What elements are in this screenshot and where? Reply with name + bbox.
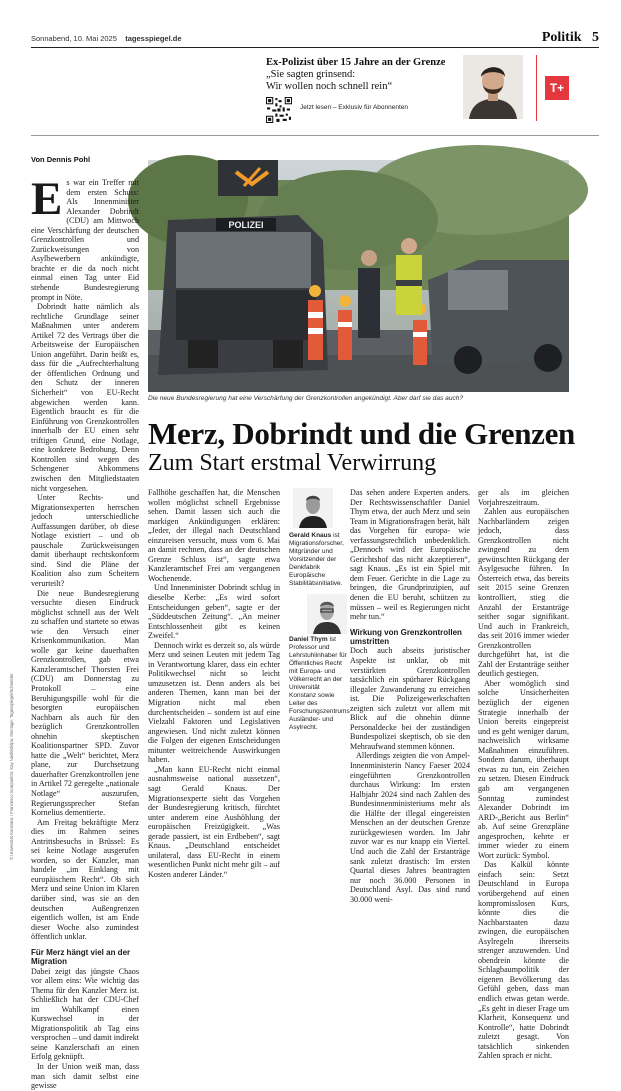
paragraph: Doch auch abseits juristischer Aspekte ist unklar, ob mit verstärkten Grenzkontrollen tatsächlich ein spürbarer Rückgang illegaler Zuwanderung zu erreichen ist. Die Polizeigewerkschaften zeigten sich zuletzt vor allem mit Blick auf die ohnehin dünne Personaldecke bei der zuständigen Bundespolizei skeptisch, ob sie den Mehraufwand stemmen können. xyxy=(350,646,470,751)
teaser-rule xyxy=(31,135,599,136)
drop-cap: E xyxy=(31,173,63,225)
paragraph: In der Union weiß man, dass man sich damit selbst eine gewisse xyxy=(31,1062,139,1091)
header-rule xyxy=(31,47,599,48)
expert-bio: ist Migrationsforscher, Mitgründer und Vorsitzender der Denkfabrik Europäische Stabilitätsinitiative. xyxy=(289,532,344,587)
expert-bio: ist Professor und Lehrstuhlinhaber für Öffentliches Recht mit Europa- und Völkerrecht an der Universität Konstanz sowie Leiter des Forschungszentrums Ausländer- und Asylrecht. xyxy=(289,636,350,731)
paragraph: Das Kalkül könnte einfach sein: Setzt Deutschland in Europa vorübergehend auf einen kompromisslosen Kurs, könnte dies die Nachbarstaaten dazu zwingen, die europäischen Asylregeln ihrerseits strenger anzuwenden. Und obendrein könnte die Schlagbaumpolitik der eigenen Bevölkerung das Gefühl geben, dass man endlich etwas getan werde. „Es geht in dieser Frage um Klarheit, Konsequenz und Kontrolle“, hatte Dobrindt zuletzt gesagt. Von tatsächlich sinkenden Zahlen sprach er nicht. xyxy=(478,860,569,1061)
teaser-quote[interactable] xyxy=(266,69,456,93)
issue-date: Sonnabend, 10. Mai 2025 xyxy=(31,34,117,43)
paragraph: Es war ein Treffer mit dem ersten Schuss: Als Innenminister Alexander Dobrindt (CDU) am Mittwoch eine Verschärfung der deutschen Grenzkontrollen und Zurückweisungen von Asylbewerbern ankündigte, brachte er die da noch nicht einmal einen Tag unter Eid stehende Bundesregierung prompt in Nöte. xyxy=(31,173,139,302)
paragraph: Am Freitag bekräftigte Merz dies im Rahmen seines Antrittsbesuchs in Brüssel: Es sei keine Notlage ausgerufen worden, so der Kanzler, man handele „im Einklang mit europäischem Recht“. Ob sich Merz und seine Union im Klaren darüber sind, was sie an den deutschen Außengrenzen eigentlich wollen, ist am Ende dieser Woche also zumindest öffentlich unklar. xyxy=(31,817,139,942)
photo-credits: © Universität Konstanz / Francesco Scarpa/ESI; Kay Nietfeld/dpa; Montage: Tagesspiegel/Schneider xyxy=(9,673,14,860)
photo-caption: Die neue Bundesregierung hat eine Verschärfung der Grenzkontrollen angekündigt. Aber darf sie das auch? xyxy=(148,395,464,402)
paragraph: Unter Rechts- und Migrationsexperten herrschen jedoch unterschiedliche Auffassungen darüber, ob diese Notlage existiert – und ob pauschale Zurückweisungen damit überhaupt rechtskonform sind. Sind die Pläne der Koalition also zum Scheitern verurteilt? xyxy=(31,493,139,588)
expert-name: Daniel Thym xyxy=(289,636,328,643)
page-header-meta xyxy=(31,34,182,43)
lead-photo xyxy=(148,160,569,392)
expert-box-knaus xyxy=(289,532,345,588)
teaser-link[interactable]: Jetzt lesen – Exklusiv für Abonnenten xyxy=(300,104,409,111)
paragraph: Das sehen andere Experten anders. Der Rechtswissenschaftler Daniel Thym etwa, der auch Merz und sein Team in Migrationsfragen berät, hält das Vorgehen für europa- wie verfassungsrechtlich unbedenklich. „Dennoch wird der Europäische Gerichtshof das nicht akzeptieren“, sagt Knaus. „Es ist ein Spiel mit dem Feuer. Gerichte in die Lage zu bringen, die Grundprinzipien, auf denen die EU beruht, schützen zu müssen – weil es Regierungen nicht mehr tun.“ xyxy=(350,488,470,622)
paragraph: Die neue Bundesregierung versuchte diesen Eindruck möglichst schnell aus der Welt zu schaffen und startete so etwas wie den Versuch einer Krisenkommunikation. Man wolle gar keine dauerhaften Grenzkontrollen, gab etwa Kanzleramtschef Thorsten Frei (CDU) am Donnerstag zu Protokoll – eine Beruhigungspille wohl für die besorgten europäischen Nachbarn als auch für den bezüglich Grenzkontrollen ohnehin skeptischen Koalitionspartner SPD. Zuvor hatte die „Welt“ berichtet, Merz plane, zur Durchsetzung dauerhafter Grenzkontrollen jene in Artikel 72 geregelte „nationale Notlage“ auszurufen, Regierungssprecher Stefan Kornelius dementierte. xyxy=(31,588,139,818)
article-column-1 xyxy=(31,173,139,1091)
paragraph: „Man kann EU-Recht nicht einmal ausnahmsweise national aussetzen“, sagt Gerald Knaus. Der Migrationsexperte sieht das Vorgehen der Bundesregierung kritisch, fürchtet unter anderem eine Aushöhlung der europäischen Freizügigkeit. „Was gerade passiert, ist ein Erdbeben“, sagt Knaus. „Deutschland entscheidet unilateral, dass EU-Recht in einem wesentlichen Punkt nicht mehr gilt – auf Kosten anderer Länder.“ xyxy=(148,764,280,879)
paragraph: Dabei zeigt das jüngste Chaos vor allem eins: Wie wichtig das Thema für den Kanzler Merz ist. Schließlich hat der CDU-Chef im Wahlkampf einen Kurswechsel in der Migrationspolitik ab Tag eins versprochen – und damit indirekt seine Kanzlerschaft an einen Erfolg geknüpft. xyxy=(31,966,139,1062)
expert-name: Gerald Knaus xyxy=(289,532,332,539)
paragraph: Und Innenminister Dobrindt schlug in dieselbe Kerbe: „Es wird sofort Entscheidungen geben“, sagte er der „Süddeutschen Zeitung“. „An meiner Entschlossenheit gibt es keinen Zweifel.“ xyxy=(148,583,280,641)
article-column-2 xyxy=(148,488,280,879)
paragraph: Dennoch wirkt es derzeit so, als würde Merz und seinen Leuten mit jedem Tag in Verantwortung klarer, dass ein echter Politikwechsel nicht so leicht umzusetzen ist. Denn anders als bei anderen Themen, kann man bei der Migration nicht mal eben durchentscheiden – sondern ist auf eine Vielzahl Faktoren und Legislativen angewiesen. Und nicht zuletzt können die Folgen der eigenen Entscheidungen mitunter weitreichende Auswirkungen haben. xyxy=(148,640,280,765)
byline: Von Dennis Pohl xyxy=(31,155,91,164)
article-column-4 xyxy=(350,488,470,904)
expert-photo-knaus xyxy=(293,488,333,528)
teaser-quote-line2: Wir wollen noch schnell rein“ xyxy=(266,81,393,92)
teaser-portrait[interactable] xyxy=(463,55,523,119)
paragraph: Dobrindt hatte nämlich als rechtliche Grundlage seiner Maßnahmen unter anderem Artikel 72 des Vertrags über die Arbeitsweise der Europäischen Union angeführt. Darin heißt es, dass für die „Aufrechterhaltung der öffentlichen Ordnung und den Schutz der inneren Sicherheit“ von EU-Recht abgewichen werden kann. Eigentlich braucht es für die Einführung von Grenzkontrollen innerhalb der EU einen sehr triftigen Grund, eine Notlage, eine konkrete Bedrohung. Denn Kontrollen sind wegen des Schengener Abkommens zwischen den Mitgliedstaaten nicht vorgesehen. xyxy=(31,302,139,493)
paragraph: Allerdings zeigten die von Ampel-Innenministerin Nancy Faeser 2024 eingeführten Grenzkontrollen durchaus Wirkung: Im ersten Halbjahr 2024 sind nach Zahlen des Bundesinnenministeriums mehr als die Hälfte der illegal eingereisten Menschen an der deutschen Grenze zurückgewiesen worden. Im Jahr zuvor war es nur knapp ein Viertel. Und auch die Zahl der Erstanträge sank zuletzt drastisch: Im ersten Quartal dieses Jahres beantragten nur noch 36.000 Personen in Deutschland Asyl. Das sind rund 30.000 weni- xyxy=(350,751,470,904)
expert-photo-thym xyxy=(307,594,347,634)
page-number: 5 xyxy=(592,30,599,45)
article-column-5 xyxy=(478,488,569,1061)
teaser-accent-rule xyxy=(536,55,537,121)
teaser-headline[interactable]: Ex-Polizist über 15 Jahre an der Grenze xyxy=(266,57,446,68)
teaser-quote-line1: „Sie sagten grinsend: xyxy=(266,69,356,80)
paragraph: Aber womöglich sind solche Unsicherheiten bezüglich der eigenen Strategie innerhalb der Union bereits eingepreist und es geht weniger darum, nachweislich wirksame Maßnahmen einzuführen. Sondern darum, überhaupt etwas zu tun, ein Zeichen zu setzen. Diesen Eindruck gab am vergangenen Sonntag zumindest Alexander Dobrindt im ARD-„Bericht aus Berlin“ ab. Auf seine Grenzpläne angesprochen, kehrte er immer wieder zu einem Wort zurück: Symbol. xyxy=(478,678,569,860)
paragraph: Zahlen aus europäischen Nachbarländern zeigen jedoch, dass Grenzkontrollen nicht zwingend zu dem gewünschten Rückgang der Asylgesuche führen. In Österreich etwa, das bereits seit 2015 seine Grenzen kontrolliert, stieg die Anzahl der Erstanträge seither sogar signifikant. Und auch in Frankreich, das seit 2016 immer wieder Grenzkontrollen durchgeführt hat, ist die Zahl der Erstanträge seither deutlich gestiegen. xyxy=(478,507,569,679)
article-headline: Merz, Dobrindt und die Grenzen xyxy=(148,416,575,451)
qr-code-icon[interactable] xyxy=(266,97,292,123)
section-name: Politik xyxy=(541,30,582,45)
paragraph: Fallhöhe geschaffen hat, die Menschen wollen möglichst schnell Ergebnisse sehen. Damit lassen sich auch die markigen Ankündigungen erklären: „Jeder, der illegal nach Deutschland einzureisen versucht, muss vom 6. Mai an damit rechnen, dass an der deutschen Grenze Schluss ist“, sagte etwa Kanzleramtschef Frei am vergangenen Wochenende. xyxy=(148,488,280,583)
tplus-badge[interactable]: T+ xyxy=(545,76,569,100)
photo-sign-text: POLIZEI xyxy=(228,220,264,230)
subheading: Wirkung von Grenzkontrollen umstritten xyxy=(350,627,462,647)
site-name: tagesspiegel.de xyxy=(125,34,182,43)
article-subheadline: Zum Start erstmal Verwirrung xyxy=(148,450,437,476)
subheading: Für Merz hängt viel an der Migration xyxy=(31,947,131,967)
section-header xyxy=(542,30,599,46)
paragraph: ger als im gleichen Vorjahreszeitraum. xyxy=(478,488,569,507)
expert-box-thym xyxy=(289,636,350,732)
